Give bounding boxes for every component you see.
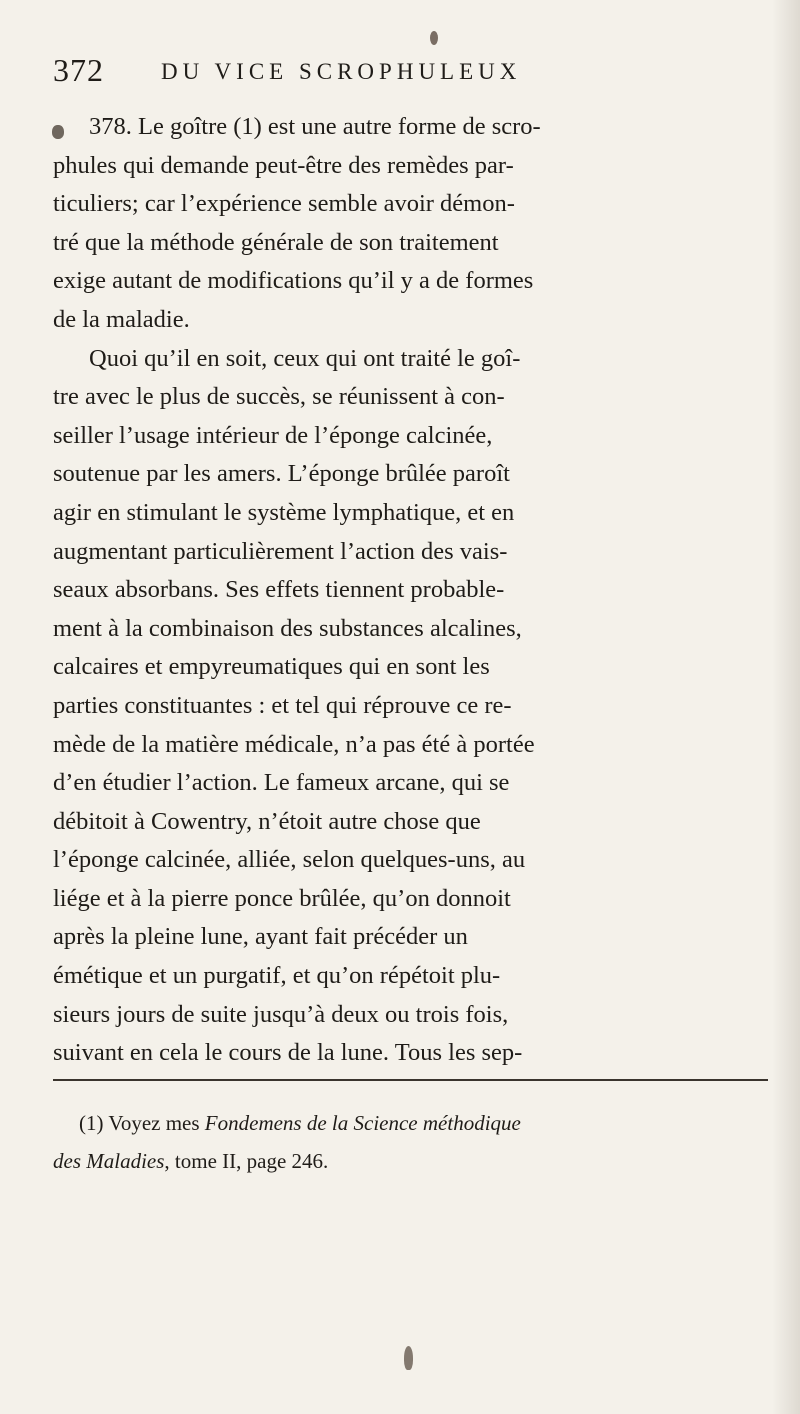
- text-line: ticuliers; car l’expérience semble avoir démon-: [53, 190, 515, 218]
- text-line: ment à la combinaison des substances alcalines,: [53, 614, 522, 642]
- text-line: seiller l’usage intérieur de l’éponge calcinée,: [53, 421, 493, 449]
- footnote: [53, 1104, 770, 1180]
- text-line: Quoi qu’il en soit, ceux qui ont traité le goî-: [89, 344, 521, 372]
- footnote-citation: , tome II, page 246.: [164, 1149, 329, 1173]
- footnote-line: [53, 1104, 770, 1142]
- main-text: [53, 108, 770, 1073]
- footnote-reference: (1) Voyez mes: [79, 1111, 205, 1135]
- text-line: mède de la matière médicale, n’a pas été à portée: [53, 730, 535, 758]
- page-number: 372: [53, 52, 104, 88]
- ink-speck-bottom: [404, 1346, 413, 1370]
- text-line: liége et à la pierre ponce brûlée, qu’on donnoit: [53, 884, 511, 912]
- text-line: émétique et un purgatif, et qu’on répétoit plu-: [53, 962, 501, 990]
- text-line: 378. Le goître (1) est une autre forme de scro-: [89, 113, 541, 140]
- text-line: débitoit à Cowentry, n’étoit autre chose que: [53, 807, 481, 835]
- text-line: exige autant de modifications qu’il y a de formes: [53, 267, 534, 295]
- text-line: suivant en cela le cours de la lune. Tous les sep-: [53, 1039, 523, 1067]
- text-line: augmentant particulièrement l’action des vais-: [53, 537, 508, 565]
- text-line: l’éponge calcinée, alliée, selon quelques-uns, au: [53, 846, 526, 874]
- text-line: de la maladie.: [53, 305, 190, 333]
- text-line: seaux absorbans. Ses effets tiennent probable-: [53, 576, 505, 604]
- text-line: phules qui demande peut-être des remèdes par-: [53, 151, 514, 179]
- text-line: tre avec le plus de succès, se réunissent à con-: [53, 383, 505, 411]
- text-line: sieurs jours de suite jusqu’à deux ou trois fois,: [53, 1000, 509, 1028]
- footnote-divider: [53, 1079, 768, 1081]
- text-line: soutenue par les amers. L’éponge brûlée paroît: [53, 460, 510, 488]
- text-line: après la pleine lune, ayant fait précéder un: [53, 923, 468, 951]
- footnote-line: [53, 1142, 770, 1180]
- running-title: DU VICE SCROPHULEUX: [161, 59, 522, 84]
- page-edge-shadow: [772, 0, 800, 1414]
- ink-speck-top: [430, 31, 438, 45]
- footnote-title-part: des Maladies: [53, 1149, 165, 1173]
- text-line: parties constituantes : et tel qui réprouve ce re-: [53, 691, 512, 719]
- text-line: tré que la méthode générale de son traitement: [53, 228, 499, 256]
- running-header: [53, 52, 753, 102]
- text-line: agir en stimulant le système lymphatique, et en: [53, 498, 515, 526]
- text-line: calcaires et empyreumatiques qui en sont les: [53, 653, 490, 681]
- footnote-title-part: Fondemens de la Science méthodique: [204, 1111, 521, 1135]
- text-line: d’en étudier l’action. Le fameux arcane, qui se: [53, 769, 510, 797]
